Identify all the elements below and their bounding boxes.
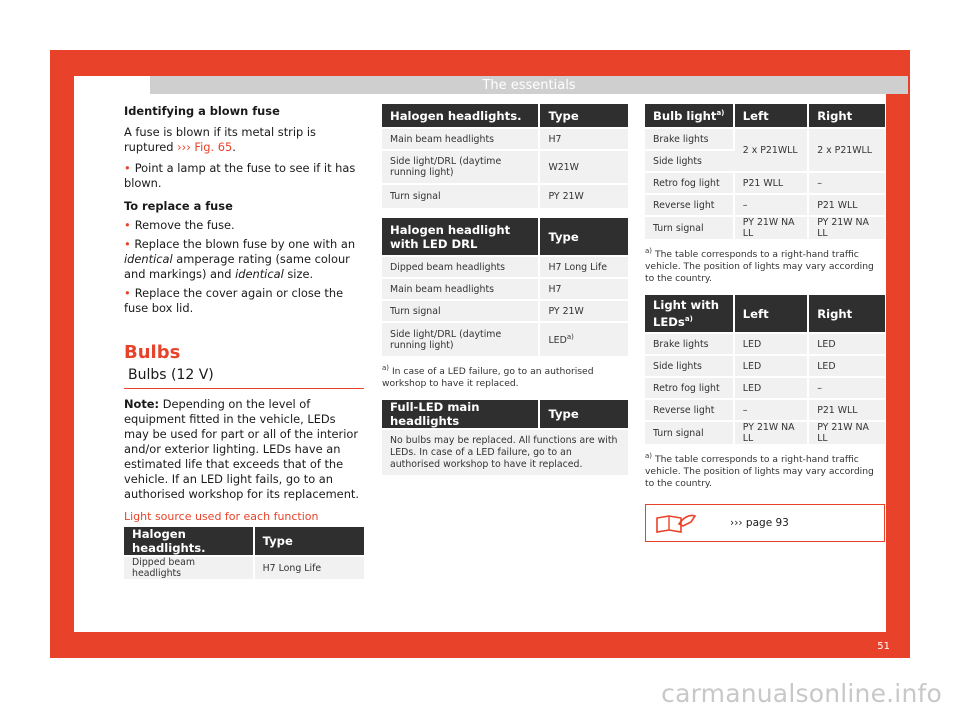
table-cell: Reverse light	[645, 399, 734, 421]
table-header: Right	[808, 295, 885, 333]
table-cell: 2 x P21WLL	[734, 128, 808, 172]
table-cell: PY 21W	[539, 300, 628, 322]
footnote-mark: a)	[645, 452, 653, 461]
table-header: Full-LED main headlights	[382, 400, 539, 429]
footnote-mark: a)	[716, 108, 725, 117]
table-cell: Brake lights	[645, 333, 734, 355]
manual-page	[74, 76, 886, 632]
bulb-light-table	[645, 104, 885, 239]
table-cell: Retro fog light	[645, 377, 734, 399]
table-cell: Turn signal	[645, 421, 734, 444]
bulbs-12v-heading: Bulbs (12 V)	[124, 367, 364, 389]
table-cell: PY 21W NA LL	[734, 421, 808, 444]
bulbs-heading: Bulbs	[124, 342, 181, 363]
replace-fuse-heading: To replace a fuse	[124, 199, 233, 213]
table-cell: P21 WLL	[808, 194, 885, 216]
table-cell: Turn signal	[382, 184, 539, 208]
table-cell: LED	[734, 333, 808, 355]
table-row	[382, 429, 628, 475]
table-cell: Turn signal	[645, 216, 734, 239]
note-label: Note:	[124, 397, 160, 411]
table-row	[645, 399, 885, 421]
table-cell: Main beam headlights	[382, 128, 539, 150]
fig-65-link[interactable]: ››› Fig. 65	[177, 140, 233, 154]
page-header-title: The essentials	[482, 78, 576, 93]
replace-b2-i2: identical	[235, 267, 284, 281]
table-cell: LED	[808, 333, 885, 355]
book-hand-icon	[646, 510, 706, 536]
table-row	[382, 300, 628, 322]
table-cell: PY 21W NA LL	[734, 216, 808, 239]
table-cell: LED	[734, 355, 808, 377]
table-cell: –	[808, 172, 885, 194]
table-row	[382, 128, 628, 150]
footnote-text: In case of a LED failure, go to an authorised workshop to have it replaced.	[382, 366, 594, 390]
page-reference-box	[645, 504, 885, 542]
table-row	[382, 278, 628, 300]
replace-b2-b: amperage rating (same colour and markings) and	[124, 252, 350, 281]
table-cell: PY 21W NA LL	[808, 421, 885, 444]
blown-fuse-text-1: A fuse is blown if its metal strip is ruptured	[124, 125, 316, 154]
table-cell: Dipped beam headlights	[124, 556, 254, 579]
table-cell: H7 Long Life	[539, 256, 628, 278]
footnote-led	[382, 362, 628, 390]
column-3	[645, 104, 885, 542]
table-header: Right	[808, 104, 885, 128]
halogen-table-2	[382, 104, 628, 208]
table-cell: H7	[539, 278, 628, 300]
table-cell: Side light/DRL (daytime running light)	[382, 150, 539, 184]
note-text: Depending on the level of equipment fitted in the vehicle, LEDs may be used for part or all of the interior and/or exterior lighting. LEDs have an estimated life that exceeds that of the vehicle. If an LED light fails, go to an authorised workshop for its replacement.	[124, 397, 359, 501]
blown-fuse-bullet: • Point a lamp at the fuse to see if it has blown.	[124, 161, 364, 191]
table-row	[382, 256, 628, 278]
halogen-led-drl-table	[382, 218, 628, 356]
column-1	[124, 104, 364, 579]
table-row	[645, 216, 885, 239]
table-header: Halogen headlight with LED DRL	[382, 218, 539, 256]
footnote-text: The table corresponds to a right-hand traffic vehicle. The position of lights may vary according to the country.	[645, 454, 874, 490]
header-text: Light with LEDs	[653, 298, 719, 329]
table-row	[382, 150, 628, 184]
table-row	[124, 556, 364, 579]
blown-fuse-text	[124, 125, 364, 155]
table-cell: Brake lights	[645, 128, 734, 150]
table-row	[645, 128, 885, 150]
page-header	[150, 76, 908, 94]
replace-bullet-2: • Replace the blown fuse by one with an identical amperage rating (same colour and markings) and identical size.	[124, 237, 356, 281]
table-cell: Main beam headlights	[382, 278, 539, 300]
footnote-mark: a)	[566, 332, 574, 341]
table-cell: Reverse light	[645, 194, 734, 216]
light-source-heading: Light source used for each function	[124, 510, 319, 523]
table-cell: Side lights	[645, 355, 734, 377]
table-cell: H7	[539, 128, 628, 150]
table-cell: –	[808, 377, 885, 399]
table-header: Type	[539, 218, 628, 256]
table-cell: LED	[808, 355, 885, 377]
table-cell: H7 Long Life	[254, 556, 364, 579]
table-row	[382, 322, 628, 356]
footnote-rht-2	[645, 450, 885, 490]
replace-bullet-3: • Replace the cover again or close the fuse box lid.	[124, 286, 364, 316]
table-row	[645, 355, 885, 377]
blown-fuse-heading: Identifying a blown fuse	[124, 104, 280, 118]
footnote-mark: a)	[684, 315, 693, 324]
table-header: Type	[539, 104, 628, 128]
table-cell: –	[734, 399, 808, 421]
replace-b2-c: size.	[283, 267, 314, 281]
page-number: 51	[877, 641, 890, 652]
table-header: Halogen headlights.	[124, 527, 254, 556]
note-paragraph	[124, 397, 364, 502]
led-value: LED	[548, 335, 567, 347]
footnote-text: The table corresponds to a right-hand traffic vehicle. The position of lights may vary according to the country.	[645, 249, 874, 285]
halogen-table-1	[124, 527, 364, 579]
table-header: Left	[734, 295, 808, 333]
page-frame	[50, 50, 910, 658]
replace-b2-a: Replace the blown fuse by one with an	[134, 237, 356, 251]
table-header	[645, 295, 734, 333]
table-header: Halogen headlights.	[382, 104, 539, 128]
table-cell: Dipped beam headlights	[382, 256, 539, 278]
table-cell: P21 WLL	[734, 172, 808, 194]
table-cell: –	[734, 194, 808, 216]
table-cell: Side lights	[645, 150, 734, 172]
table-cell: 2 x P21WLL	[808, 128, 885, 172]
watermark: carmanualsonline.info	[661, 679, 942, 708]
table-cell: PY 21W NA LL	[808, 216, 885, 239]
blown-fuse-ref-suffix: .	[232, 140, 236, 154]
table-cell: LED	[734, 377, 808, 399]
table-cell: W21W	[539, 150, 628, 184]
column-2	[382, 104, 628, 475]
table-cell: Side light/DRL (daytime running light)	[382, 322, 539, 356]
table-row	[645, 172, 885, 194]
footnote-rht-1	[645, 245, 885, 285]
table-cell	[539, 322, 628, 356]
full-led-table	[382, 400, 628, 475]
table-row	[645, 421, 885, 444]
table-header: Left	[734, 104, 808, 128]
table-cell: Turn signal	[382, 300, 539, 322]
table-row	[645, 194, 885, 216]
table-header: Type	[539, 400, 628, 429]
light-with-leds-table	[645, 295, 885, 444]
footnote-mark: a)	[382, 364, 390, 372]
table-cell: Retro fog light	[645, 172, 734, 194]
table-row	[382, 184, 628, 208]
table-cell: P21 WLL	[808, 399, 885, 421]
page-93-link[interactable]: ››› page 93	[730, 517, 789, 530]
table-row	[645, 377, 885, 399]
table-cell: PY 21W	[539, 184, 628, 208]
table-cell: No bulbs may be replaced. All functions are with LEDs. In case of a LED failure, go to an authorised workshop to have it replaced.	[382, 429, 628, 475]
table-header	[645, 104, 734, 128]
replace-b2-i1: identical	[124, 252, 173, 266]
table-header: Type	[254, 527, 364, 556]
footnote-mark: a)	[645, 247, 653, 255]
replace-bullet-1: • Remove the fuse.	[124, 218, 364, 233]
table-row	[645, 333, 885, 355]
header-text: Bulb light	[653, 108, 717, 123]
